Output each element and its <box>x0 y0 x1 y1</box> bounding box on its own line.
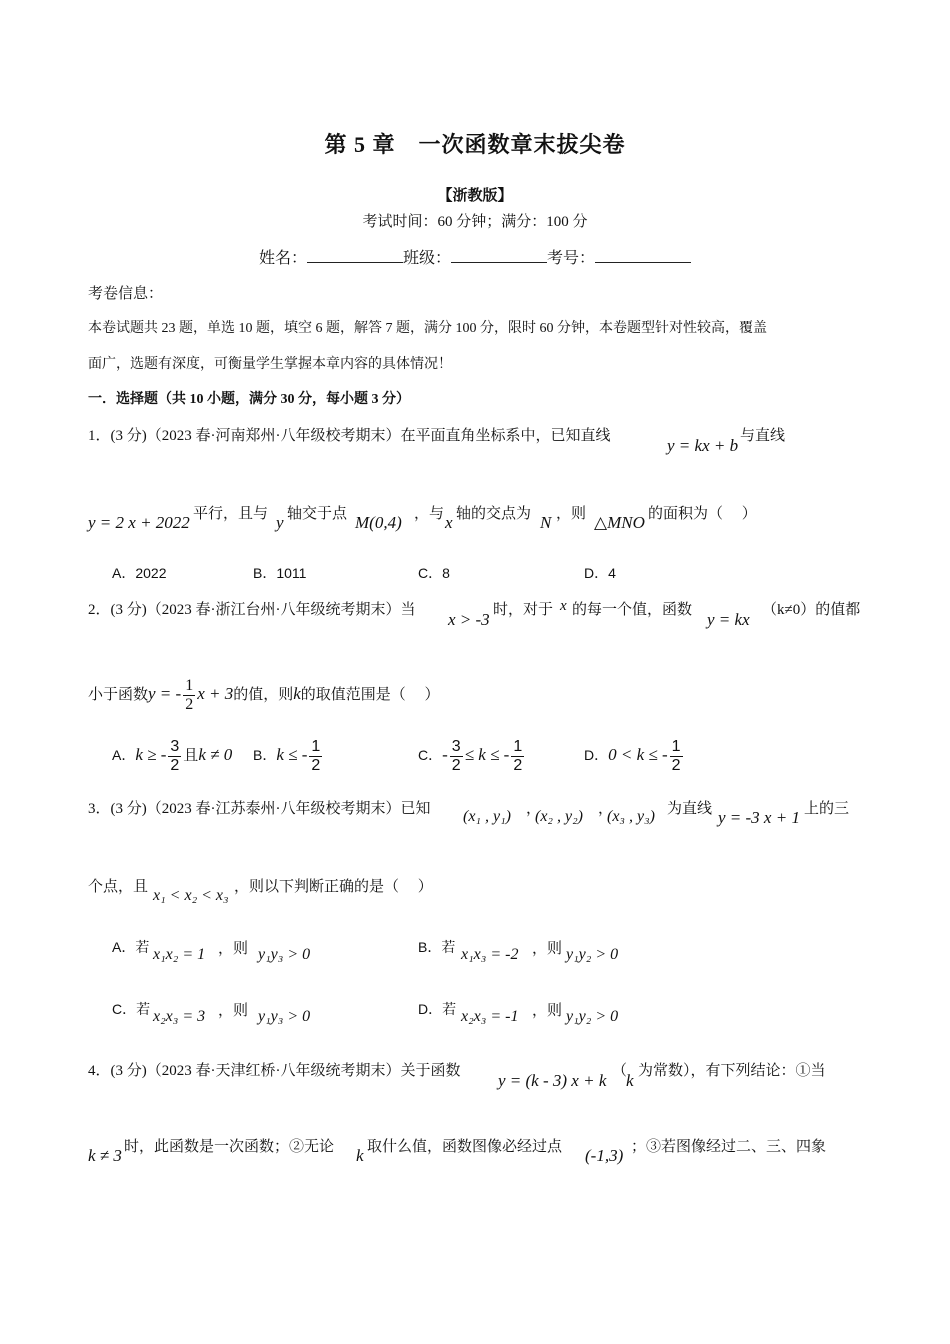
q1-prefix: 1．(3 分)（2023 春·河南郑州·八年级校考期末）在平面直角坐标系中，已知直线 <box>88 428 611 444</box>
q2-option-c-num2: 1 <box>513 737 523 755</box>
q2-line2 <box>88 672 440 717</box>
q2-option-a-expr: k ≥ - <box>135 745 167 764</box>
q3-option-a-label: A．若 <box>112 939 150 955</box>
edition-label: 【浙教版】 <box>437 188 513 204</box>
q1-t4: 轴的交点为 <box>456 506 532 522</box>
class-blank[interactable] <box>451 248 547 263</box>
q3-prefix: 3．(3 分)（2023 春·江苏泰州·八年级校考期末）已知 <box>88 801 431 817</box>
q3-option-a[interactable] <box>112 937 149 957</box>
q4-line2d: ；③若图像经过二、三、四象 <box>631 1139 827 1155</box>
q2-option-a-end: k ≠ 0 <box>198 745 233 764</box>
q4-point: (-1,3) <box>585 1146 624 1165</box>
q2-cond: x > -3 <box>448 610 490 629</box>
q1-eq2: y = 2 x + 2022 <box>88 513 190 532</box>
q3-option-d-cond: x₂x₃ = -1 <box>461 1008 519 1025</box>
q2-option-c-den1: 2 <box>451 756 461 774</box>
q3-option-a-result: y₁y₃ > 0 <box>258 946 311 963</box>
q3-comma-2: ， <box>598 801 614 817</box>
q2-option-a-label: A． <box>112 747 136 763</box>
q3-option-b-label: B．若 <box>418 939 456 955</box>
q3-option-d[interactable] <box>418 999 456 1019</box>
q4-t2: 为常数），有下列结论：①当 <box>638 1063 826 1079</box>
q2-option-c-frac1 <box>450 738 463 775</box>
number-label: 考号： <box>547 250 596 267</box>
q1-t1: 平行，且与 <box>193 506 269 522</box>
q2-option-a-den: 2 <box>170 756 180 774</box>
q2-option-a-mid: 且 <box>183 747 199 764</box>
q3-option-c[interactable] <box>112 999 150 1019</box>
q2-option-a[interactable] <box>112 733 232 778</box>
q3-line2a: 个点，且 <box>88 879 149 895</box>
q3-option-d-then: ，则 <box>532 1003 563 1019</box>
q3-t2: 上的三 <box>804 801 850 817</box>
section-1-heading: 一．选择题（共 10 小题，满分 30 分，每小题 3 分） <box>88 392 410 407</box>
q4-line2a: k ≠ 3 <box>88 1146 122 1165</box>
q2-option-a-frac <box>168 738 181 775</box>
q2-option-b-num: 1 <box>311 737 321 755</box>
q3-option-a-cond: x₁x₂ = 1 <box>153 946 206 963</box>
q2-line2a: 小于函数 <box>88 687 149 703</box>
q3-option-d-result: y₁y₂ > 0 <box>566 1008 619 1025</box>
info-heading: 考卷信息： <box>88 286 164 302</box>
q1-t3: ，与 <box>414 506 445 522</box>
q4-line2b: 时，此函数是一次函数；②无论 <box>124 1139 335 1155</box>
q3-point-3: (x₃ , y₃) <box>607 808 655 825</box>
q1-point-m: M(0,4) <box>355 513 402 532</box>
q2-option-d-frac <box>670 738 683 775</box>
q2-option-b-frac <box>309 738 322 775</box>
q4-k: k <box>626 1071 634 1090</box>
q2-k: k <box>293 684 301 703</box>
q4-t1: （ <box>612 1063 628 1079</box>
q3-comma-1: ， <box>526 801 542 817</box>
q3-line2b: ，则以下判断正确的是（ ） <box>234 879 433 895</box>
q2-option-d-label: D． <box>584 747 609 763</box>
q2-option-b-den: 2 <box>311 756 321 774</box>
q3-line: y = -3 x + 1 <box>718 808 800 827</box>
q2-fraction <box>183 677 195 714</box>
q1-option-c[interactable]: C．8 <box>418 565 450 581</box>
q1-line-eq: y = kx + b <box>667 436 739 455</box>
q2-option-d-num: 1 <box>671 737 681 755</box>
q2-option-b-expr: k ≤ - <box>276 745 308 764</box>
info-line-2: 面广，选题有深度，可衡量学生掌握本章内容的具体情况！ <box>88 357 452 372</box>
q2-option-d[interactable] <box>584 733 685 777</box>
q4-func: y = (k - 3) x + k <box>498 1071 607 1090</box>
exam-time: 考试时间：60 分钟；满分：100 分 <box>362 214 588 230</box>
q3-option-c-label: C．若 <box>112 1001 151 1017</box>
q2-frac-num: 1 <box>185 677 194 695</box>
q2-option-c-mid: ≤ k ≤ - <box>464 745 510 764</box>
q2-option-c[interactable] <box>418 733 526 777</box>
q3-option-c-result: y₁y₃ > 0 <box>258 1008 311 1025</box>
q1-y: y <box>276 513 284 532</box>
q2-option-d-den: 2 <box>671 756 681 774</box>
q1-n: N <box>540 513 552 532</box>
q2-prefix: 2．(3 分)（2023 春·浙江台州·八年级统考期末）当 <box>88 602 416 618</box>
q2-option-c-den2: 2 <box>513 756 523 774</box>
q4-k2: k <box>356 1146 364 1165</box>
q2-line2c: 的取值范围是（ ） <box>300 687 440 703</box>
q3-option-a-then: ，则 <box>218 941 249 957</box>
number-blank[interactable] <box>595 248 691 263</box>
page-title: 第 5 章 一次函数章末拔尖卷 <box>324 132 626 157</box>
q2-option-c-label: C． <box>418 747 443 763</box>
q3-point-1: (x₁ , y₁) <box>463 808 511 825</box>
q2-option-c-num1: 3 <box>451 737 461 755</box>
q3-option-b-then: ，则 <box>532 941 563 957</box>
q1-option-a[interactable]: A．2022 <box>112 565 167 581</box>
q3-order: x₁ < x₂ < x₃ <box>153 887 229 904</box>
q1-t2: 轴交于点 <box>287 506 348 522</box>
student-fields <box>0 245 950 268</box>
q2-line2b: 的值，则 <box>233 687 294 703</box>
q1-suffix: 与直线 <box>740 428 786 444</box>
info-line-1: 本卷试题共 23 题，单选 10 题，填空 6 题，解答 7 题，满分 100 分，限时 60 分钟，本卷题型针对性较高，覆盖 <box>88 321 767 336</box>
q2-t2: 的每一个值，函数 <box>572 602 693 618</box>
q2-option-d-expr: 0 < k ≤ - <box>608 745 668 764</box>
q4-prefix: 4．(3 分)（2023 春·天津红桥·八年级统考期末）关于函数 <box>88 1063 461 1079</box>
q3-point-2: (x₂ , y₂) <box>535 808 583 825</box>
q2-func: y = kx <box>707 610 750 629</box>
q3-option-b-result: y₁y₂ > 0 <box>566 946 619 963</box>
q2-option-c-pre: - <box>442 745 448 764</box>
name-blank[interactable] <box>307 248 403 263</box>
q2-t3: （k≠0）的值都 <box>762 602 861 618</box>
q3-t1: 为直线 <box>667 801 713 817</box>
name-label: 姓名： <box>258 250 307 267</box>
q1-option-b[interactable]: B．1011 <box>253 565 307 581</box>
q3-option-d-label: D．若 <box>418 1001 457 1017</box>
q2-option-a-num: 3 <box>170 737 180 755</box>
q2-frac-den: 2 <box>185 696 194 714</box>
q3-option-c-then: ，则 <box>218 1003 249 1019</box>
q1-option-d[interactable]: D．4 <box>584 565 616 581</box>
q2-t1: 时，对于 <box>493 602 554 618</box>
q1-x: x <box>445 513 453 532</box>
class-label: 班级： <box>402 250 451 267</box>
q3-option-c-cond: x₂x₃ = 3 <box>153 1008 206 1025</box>
q2-yeq: y = - <box>148 684 182 703</box>
q2-option-b-label: B． <box>253 747 277 763</box>
q2-option-b[interactable] <box>253 733 324 777</box>
q2-xplus: x + 3 <box>197 684 234 703</box>
q3-option-b[interactable] <box>418 937 455 957</box>
q3-option-b-cond: x₁x₃ = -2 <box>461 946 519 963</box>
q2-x: x <box>560 598 567 614</box>
q1-t5: ，则 <box>556 506 587 522</box>
q4-line2c: 取什么值，函数图像必经过点 <box>367 1139 563 1155</box>
q2-option-c-frac2 <box>511 738 524 775</box>
q1-triangle: △MNO <box>594 513 645 532</box>
q1-t6: 的面积为（ ） <box>648 506 757 522</box>
